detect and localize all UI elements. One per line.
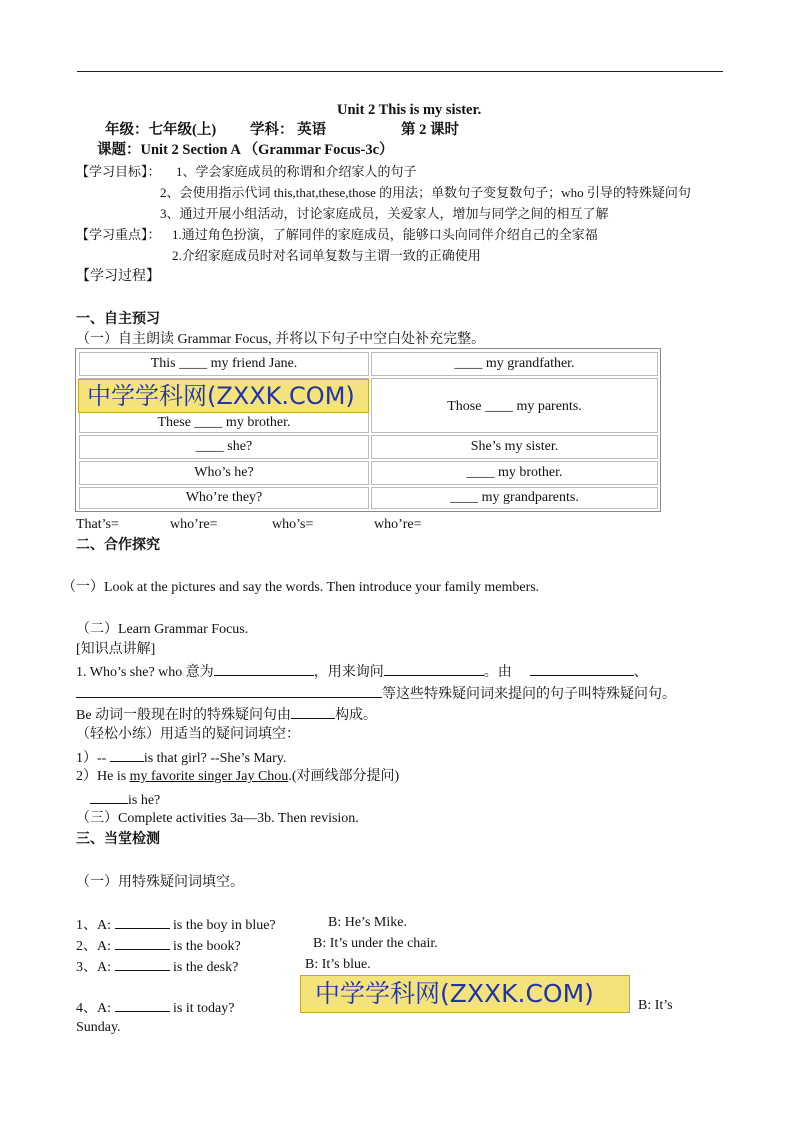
topic-label: 课题：Unit 2 Section A （Grammar Focus-3c） (97, 142, 394, 158)
process-label: 【学习过程】 (76, 269, 160, 284)
test-text: 1、A: (76, 918, 115, 933)
knowledge-label: [知识点讲解] (76, 642, 156, 657)
section2-sub1: （一）Look at the pictures and say the words. Then introduce your family members. (62, 580, 540, 595)
table-cell (371, 378, 658, 433)
test-text: 4、A: (76, 1001, 115, 1016)
cell-text: ____ she? (195, 439, 253, 454)
cell-text: This ____ my friend Jane. (150, 356, 298, 371)
practice-label: （轻松小练）用适当的疑问词填空： (76, 727, 300, 742)
keypoint-item: 2.介绍家庭成员时对名词单复数与主谓一致的正确使用 (172, 248, 481, 263)
contraction-2: who’re= (170, 517, 218, 532)
section2-sub2: （二）Learn Grammar Focus. (76, 622, 249, 637)
answer-blank[interactable] (115, 997, 170, 1012)
contraction-3: who’s= (272, 517, 314, 532)
practice-2-answer (90, 789, 160, 810)
answer-blank[interactable] (115, 914, 170, 929)
q1-text: 、 (633, 665, 648, 680)
test-answer-4: B: It’s (638, 998, 673, 1013)
test-text: 3、A: (76, 960, 115, 975)
table-cell (371, 487, 658, 509)
section1-instruction: （一）自主朗读 Grammar Focus, 并将以下句子中空白处补充完整。 (76, 332, 486, 347)
table-cell (79, 352, 369, 376)
practice-text: .(对画线部分提问) (288, 769, 400, 784)
be-verb-line (76, 704, 377, 725)
answer-blank[interactable] (530, 661, 634, 676)
section1-title: 一、自主预习 (76, 312, 160, 327)
q1-text: 1. Who’s she? who 意为 (76, 665, 214, 680)
grade-label: 年级：七年级(上) (105, 122, 217, 138)
table-cell (371, 435, 658, 459)
test-item-2 (76, 935, 241, 956)
test-item-1 (76, 914, 276, 935)
keypoints-label: 【学习重点】： (76, 227, 161, 242)
q1-text: 。由 (483, 665, 512, 680)
watermark-text: 中学学科网(ZXXK.COM) (315, 979, 594, 1008)
fill-in-table (75, 348, 661, 512)
practice-2 (76, 768, 399, 786)
be-text: Be 动词一般现在时的特殊疑问句由 (76, 708, 292, 723)
objective-item: 1、学会家庭成员的称谓和介绍家人的句子 (176, 164, 417, 179)
underlined-phrase: my favorite singer Jay Chou (129, 769, 289, 784)
table-cell (79, 461, 369, 485)
objective-item: 3、通过开展小组活动，讨论家庭成员，关爱家人，增加与同学之间的相互了解 (160, 206, 609, 221)
test-text: is it today? (169, 1001, 235, 1016)
section2-title: 二、合作探究 (76, 538, 160, 553)
test-answer-3: B: It’s blue. (305, 957, 371, 972)
practice-text: 1）-- (76, 751, 110, 766)
answer-blank[interactable] (291, 704, 335, 719)
objective-item: 2、会使用指示代词 this,that,these,those 的用法；单数句子变复数句子；who 引导的特殊疑问句 (160, 185, 691, 200)
page-title: Unit 2 This is my sister. (337, 102, 482, 118)
test-item-4 (76, 997, 234, 1018)
question-1-line2 (76, 683, 676, 704)
practice-text: is that girl? --She’s Mary. (143, 751, 287, 766)
cell-text: ____ my grandparents. (450, 490, 579, 505)
watermark-text: 中学学科网(ZXXK.COM) (87, 382, 355, 410)
test-item-3 (76, 956, 238, 977)
practice-text: 2）He is (76, 769, 130, 784)
keypoint-item: 1.通过角色扮演，了解同伴的家庭成员，能够口头向同伴介绍自己的全家福 (172, 227, 598, 242)
contraction-1: That’s= (76, 517, 119, 532)
cell-text: These ____ my brother. (157, 415, 291, 430)
section3-sub1: （一）用特殊疑问词填空。 (76, 875, 244, 890)
cell-text: Who’re they? (185, 490, 263, 505)
cell-text: ____ my grandfather. (454, 356, 575, 371)
test-text: is the desk? (169, 960, 239, 975)
test-text: is the boy in blue? (169, 918, 276, 933)
test-answer-2: B: It’s under the chair. (313, 936, 438, 951)
be-text: 构成。 (335, 708, 378, 723)
top-rule (77, 71, 723, 72)
practice-1 (76, 747, 286, 768)
cell-text: Who’s he? (194, 465, 254, 480)
lesson-label: 第 2 课时 (401, 122, 459, 138)
subject-label: 学科： 英语 (250, 122, 327, 138)
cell-text: Those ____ my parents. (447, 399, 582, 414)
cell-text: She’s my sister. (470, 439, 559, 454)
section3-title: 三、当堂检测 (76, 832, 160, 847)
answer-blank[interactable] (90, 789, 128, 804)
q1-text: ，用来询问 (313, 665, 384, 680)
cell-text: ____ my brother. (466, 465, 563, 480)
objectives-label: 【学习目标】： (76, 164, 161, 179)
table-cell (371, 461, 658, 485)
test-answer-4-cont: Sunday. (76, 1020, 121, 1035)
answer-blank[interactable] (384, 661, 484, 676)
answer-blank[interactable] (76, 683, 382, 698)
contraction-4: who’re= (374, 517, 422, 532)
watermark-logo (78, 379, 369, 413)
table-cell (371, 352, 658, 376)
answer-blank[interactable] (115, 956, 170, 971)
answer-blank[interactable] (214, 661, 314, 676)
watermark-logo (300, 975, 630, 1013)
q1-text: 等这些特殊疑问词来提问的句子叫特殊疑问句。 (382, 687, 676, 702)
test-answer-1: B: He’s Mike. (328, 915, 407, 930)
section2-sub3: （三）Complete activities 3a—3b. Then revision. (76, 811, 359, 826)
answer-blank[interactable] (115, 935, 170, 950)
test-text: is the book? (169, 939, 241, 954)
question-1-line (76, 661, 648, 682)
table-cell (79, 487, 369, 509)
test-text: 2、A: (76, 939, 115, 954)
table-cell (79, 435, 369, 459)
answer-blank[interactable] (110, 747, 144, 762)
practice-text: is he? (128, 793, 161, 808)
